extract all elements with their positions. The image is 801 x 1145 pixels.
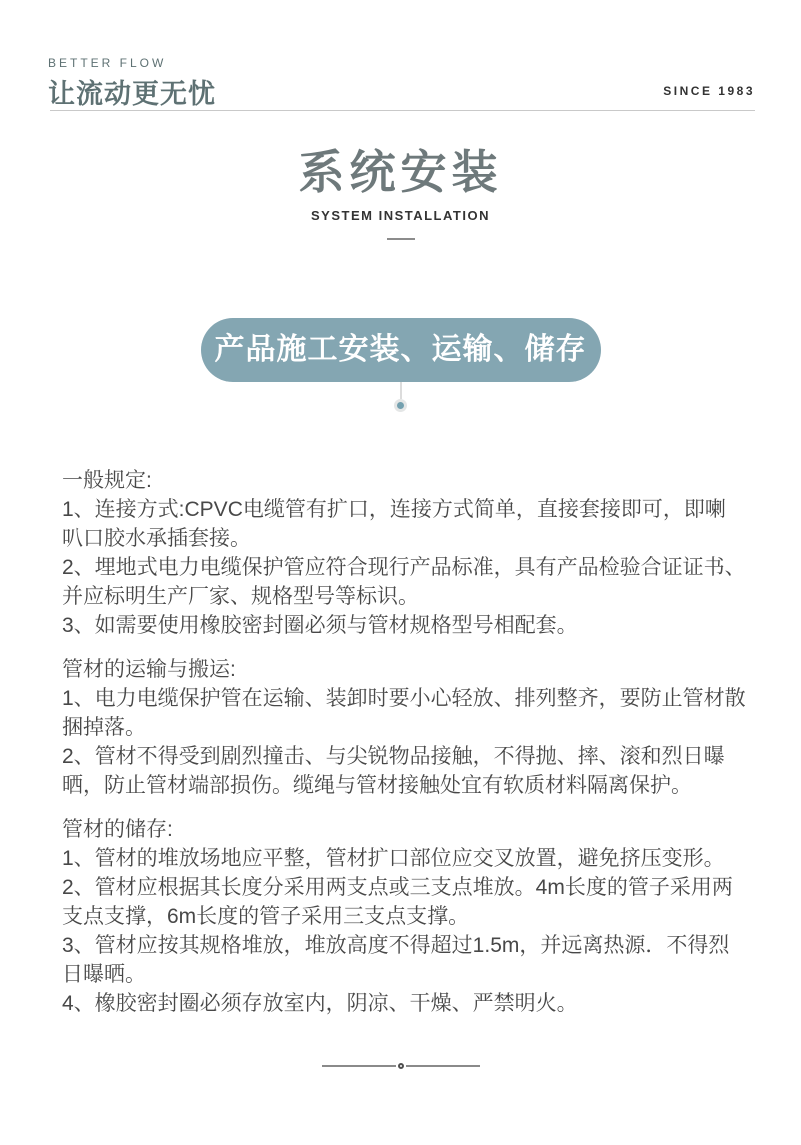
section-transport [62, 655, 746, 800]
section-storage [62, 815, 746, 1018]
page-subtitle: SYSTEM INSTALLATION [311, 208, 490, 223]
section-item: 1、管材的堆放场地应平整，管材扩口部位应交叉放置，避免挤压变形。 [62, 847, 725, 870]
section-heading: 一般规定: [62, 469, 152, 492]
section-item: 4、橡胶密封圈必须存放室内，阴凉、干燥、严禁明火。 [62, 992, 578, 1015]
logo-tagline-en: BETTER FLOW [48, 56, 167, 70]
header-divider [50, 110, 755, 111]
footer-line-right [406, 1065, 480, 1067]
page-title: 系统安装 [298, 146, 503, 198]
footer-line-left [322, 1065, 396, 1067]
section-item: 3、管材应按其规格堆放，堆放高度不得超过1.5m，并远离热源．不得烈日曝晒。 [62, 934, 730, 986]
title-block [0, 143, 801, 240]
brand-logo [48, 56, 216, 111]
banner-connector-line [400, 382, 402, 399]
section-general-rules [62, 466, 746, 640]
section-banner: 产品施工安装、运输、储存 [201, 318, 601, 382]
logo-tagline-zh: 让流动更无忧 [48, 79, 216, 109]
section-item: 3、如需要使用橡胶密封圈必须与管材规格型号相配套。 [62, 614, 578, 637]
banner-wrap [0, 318, 801, 412]
section-item: 2、管材应根据其长度分采用两支点或三支点堆放。4m长度的管子采用两支点支撑，6m长度的管子采用三支点支撑。 [62, 876, 733, 928]
section-heading: 管材的储存: [62, 818, 173, 841]
title-divider [387, 238, 415, 240]
section-item: 1、连接方式:CPVC电缆管有扩口，连接方式简单，直接套接即可，即喇叭口胶水承插套接。 [62, 498, 726, 550]
section-item: 2、管材不得受到剧烈撞击、与尖锐物品接触，不得抛、摔、滚和烈日曝晒，防止管材端部损伤。缆绳与管材接触处宜有软质材料隔离保护。 [62, 745, 725, 797]
footer-decoration [0, 1063, 801, 1069]
footer-circle-icon [398, 1063, 404, 1069]
section-item: 1、电力电缆保护管在运输、装卸时要小心轻放、排列整齐，要防止管材散捆掉落。 [62, 687, 746, 739]
section-heading: 管材的运输与搬运: [62, 658, 236, 681]
banner-connector-dot-icon [394, 399, 407, 412]
section-item: 2、埋地式电力电缆保护管应符合现行产品标准，具有产品检验合证证书、并应标明生产厂家、规格型号等标识。 [62, 556, 746, 608]
body-text [62, 466, 746, 1018]
since-label: SINCE 1983 [663, 84, 755, 98]
